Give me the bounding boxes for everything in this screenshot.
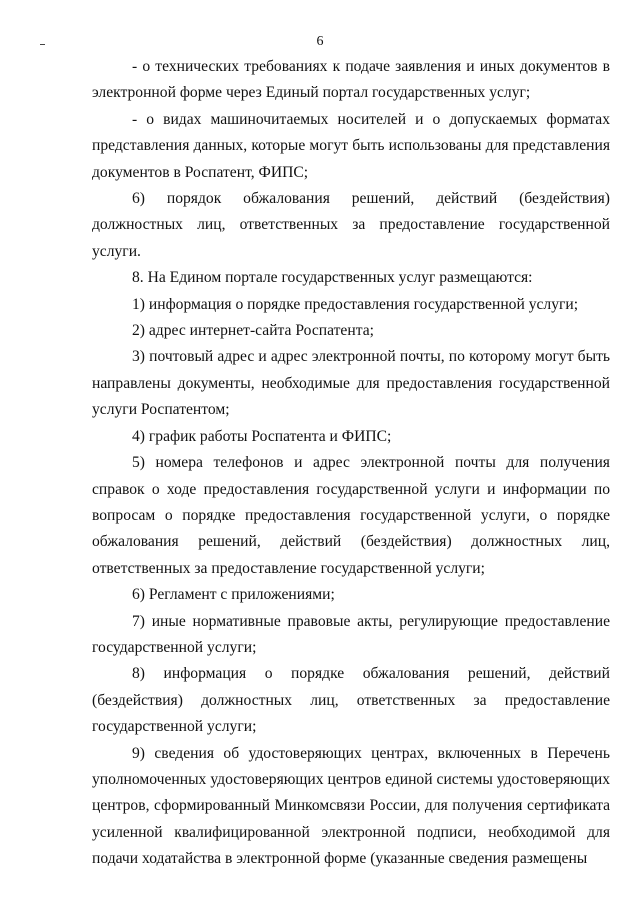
paragraph-section-8: 8. На Едином портале государственных услуг размещаются:	[132, 269, 533, 287]
paragraph-item-7: 7) иные нормативные правовые акты, регулирующие предоставление государственной услуги;	[92, 612, 610, 656]
paragraph-item-5: 5) номера телефонов и адрес электронной почты для получения справок о ходе предоставления государственной услуги и информации по вопросам о порядке предоставления государственной услуги, о порядке обжалования решений, действий (бездействия) должностных лиц, ответственных за предоставление государственной услуги;	[92, 454, 610, 577]
paragraph-item-8: 8) информация о порядке обжалования решений, действий (бездействия) должностных лиц, ответственных за предоставление государственной услуги;	[92, 665, 610, 736]
paragraph-item-2: 2) адрес интернет-сайта Роспатента;	[132, 322, 374, 340]
page-number: 6	[316, 34, 324, 49]
paragraph-item-6: 6) Регламент с приложениями;	[132, 586, 335, 604]
document-body	[92, 54, 610, 873]
paragraph-item-1: 1) информация о порядке предоставления государственной услуги;	[132, 295, 579, 313]
paragraph-media-types: - о видах машиночитаемых носителей и о допускаемых форматах представления данных, которые могут быть использованы для представления документов в Роспатент, ФИПС;	[92, 110, 610, 181]
paragraph-appeal-procedure: 6) порядок обжалования решений, действий (бездействия) должностных лиц, ответственных за предоставление государственной услуги.	[92, 190, 610, 260]
paragraph-item-3: 3) почтовый адрес и адрес электронной почты, по которому могут быть направлены документы, необходимые для предоставления государственной услуги Роспатентом;	[92, 348, 610, 419]
paragraph-item-4: 4) график работы Роспатента и ФИПС;	[132, 427, 392, 445]
paragraph-item-9: 9) сведения об удостоверяющих центрах, включенных в Перечень уполномоченных удостоверяющих центров единой системы удостоверяющих центров, сформированный Минкомсвязи России, для получения сертификата усиленной квалифицированной электронной подписи, необходимой для подачи ходатайства в электронной форме (указанные сведения размещены	[92, 744, 610, 868]
paragraph-technical-requirements: - о технических требованиях к подаче заявления и иных документов в электронной форме через Единый портал государственных услуг;	[92, 58, 610, 102]
